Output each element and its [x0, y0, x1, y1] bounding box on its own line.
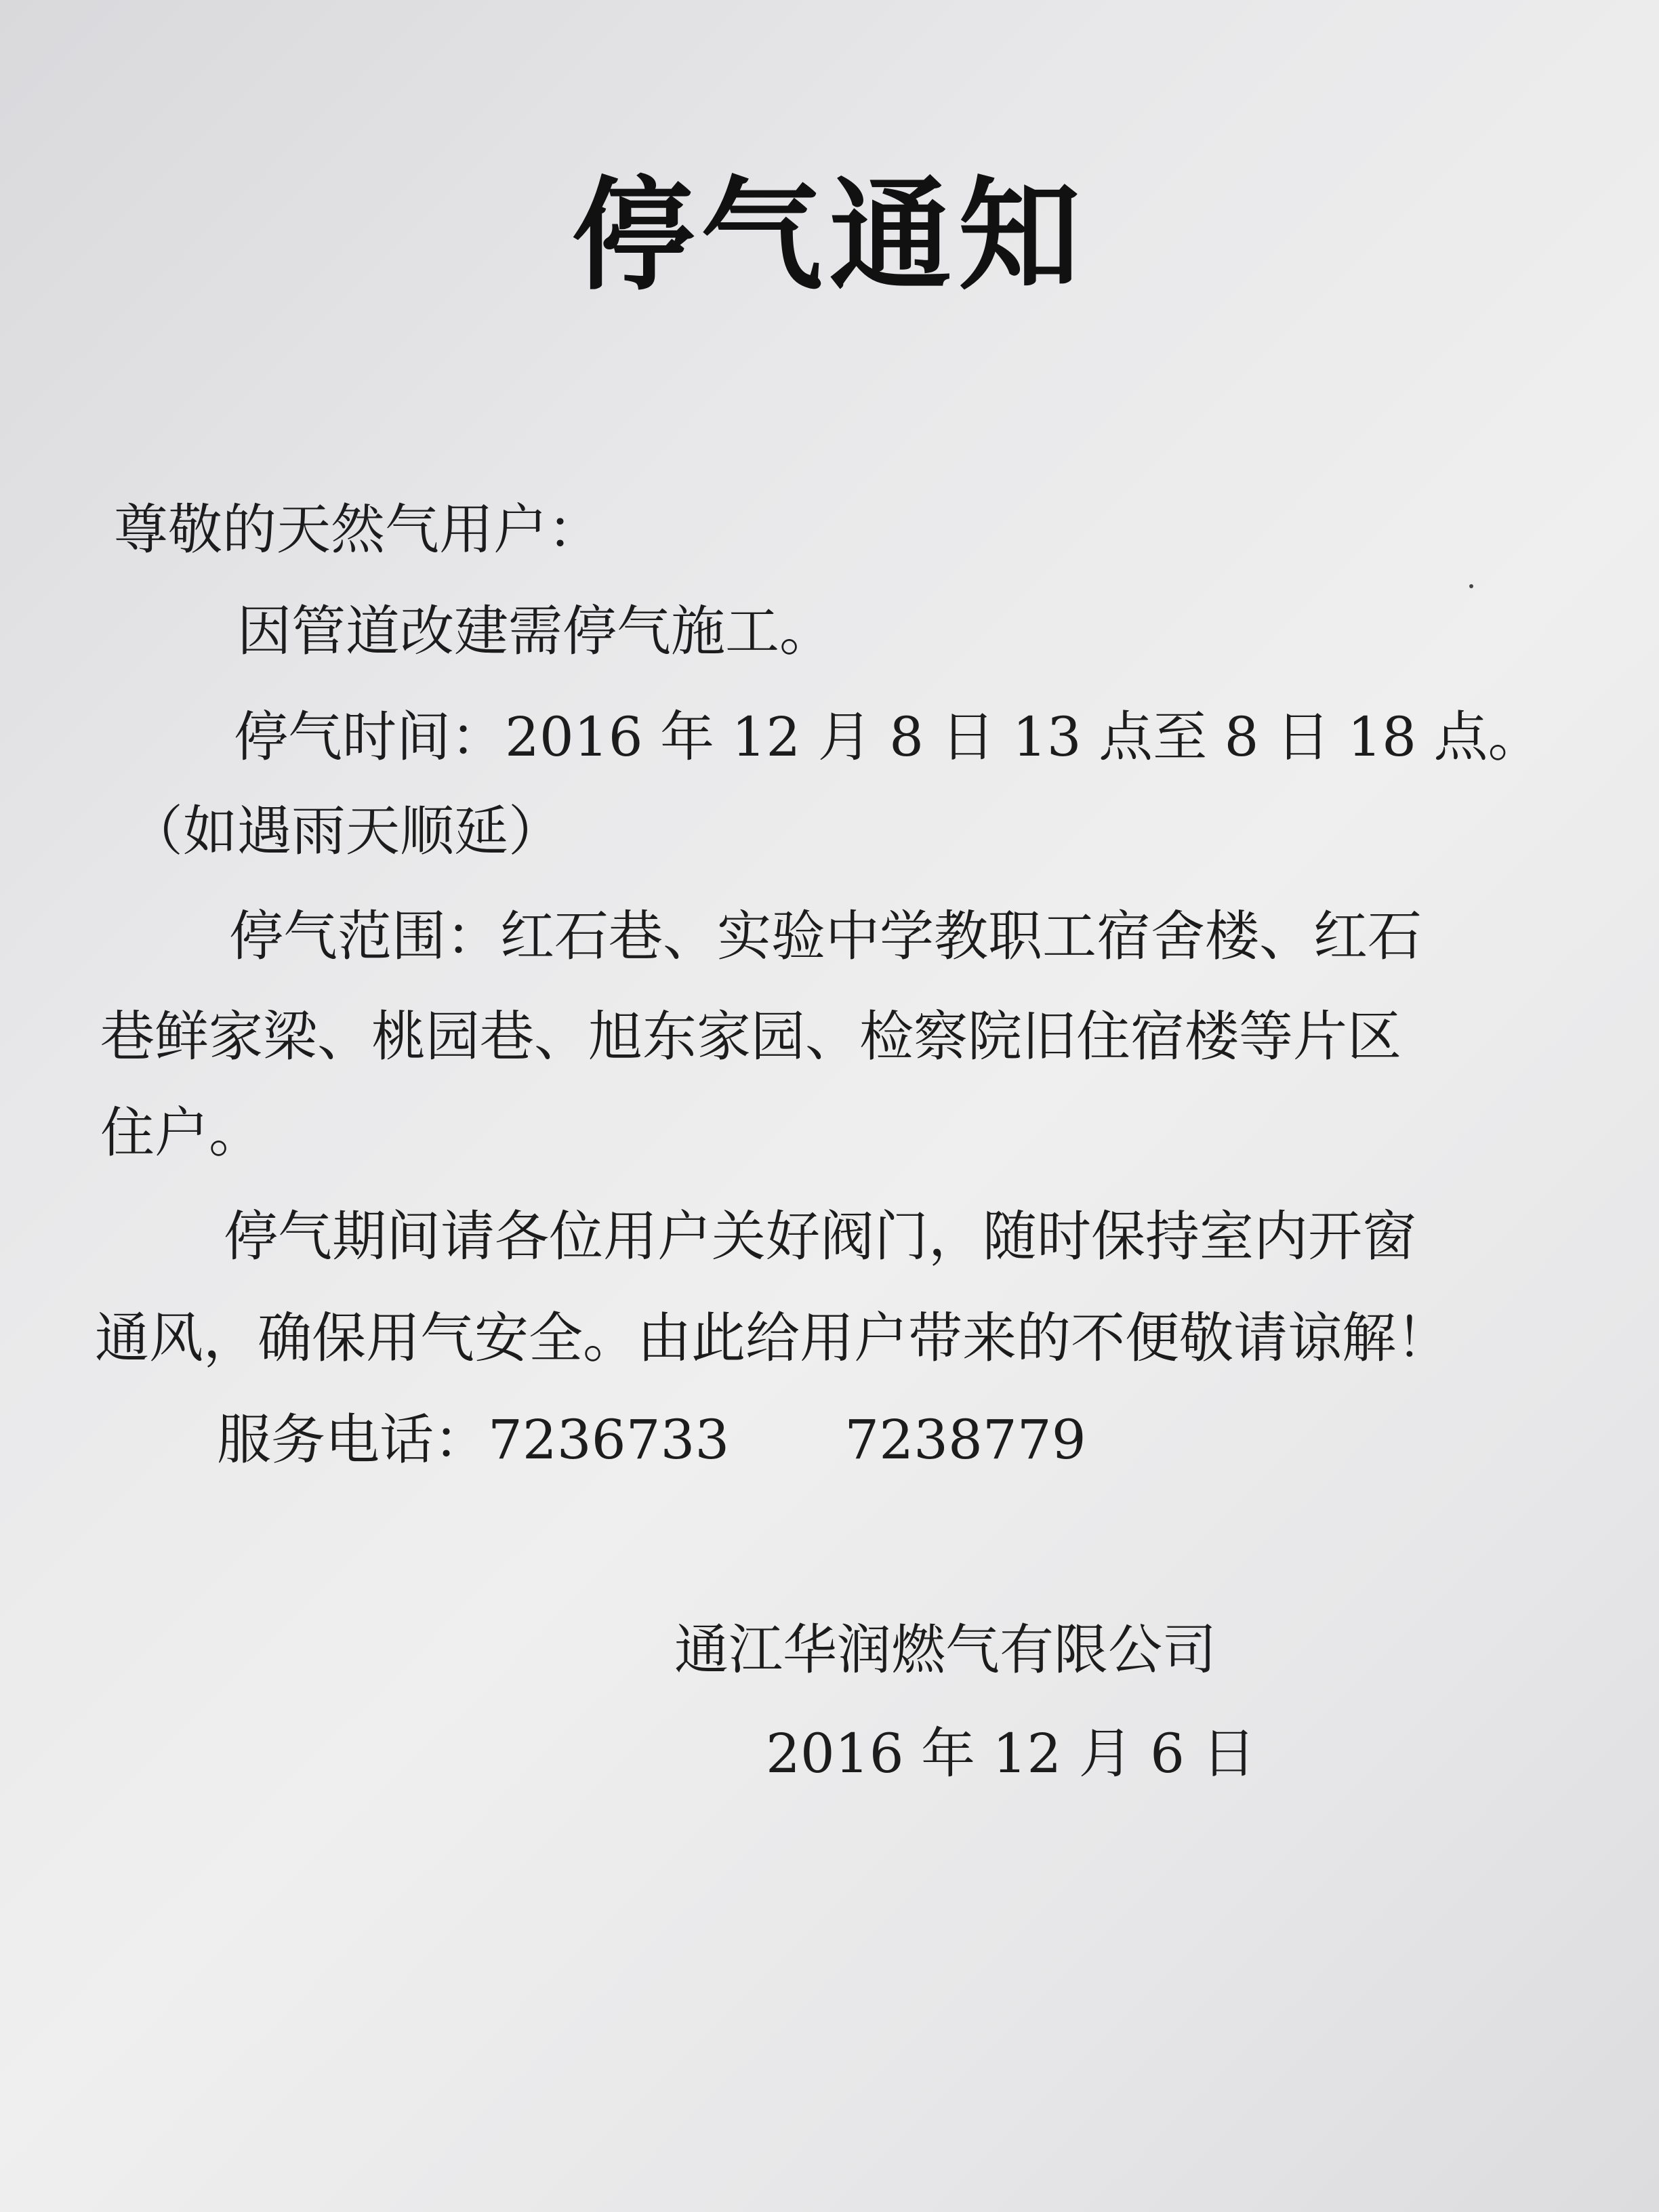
salutation: 尊敬的天然气用户：: [114, 498, 602, 561]
service-phone-secondary: 7238779: [844, 1408, 1086, 1471]
outage-scope-line-2: 巷鲜家梁、桃园巷、旭东家园、检察院旧住宿楼等片区: [100, 1005, 1401, 1068]
notice-date: 2016 年 12 月 6 日: [766, 1722, 1256, 1785]
service-phone: [217, 1408, 1086, 1471]
outage-time: 停气时间：2016 年 12 月 8 日 13 点至 8 日 18 点。: [234, 705, 1542, 769]
notice-title: 停气通知: [571, 165, 1087, 307]
company-name: 通江华润燃气有限公司: [674, 1618, 1216, 1681]
advice-line-1: 停气期间请各位用户关好阀门，随时保持室内开窗: [224, 1205, 1416, 1268]
outage-scope-line-1: 停气范围：红石巷、实验中学教职工宿舍楼、红石: [229, 905, 1422, 968]
outage-scope-line-3: 住户。: [100, 1101, 263, 1164]
paper-speck: [1469, 584, 1473, 588]
advice-line-2: 通风，确保用气安全。由此给用户带来的不便敬请谅解！: [95, 1307, 1450, 1370]
outage-time-note: （如遇雨天顺延）: [129, 800, 562, 863]
service-phone-primary: 服务电话：7236733: [217, 1408, 730, 1471]
reason-text: 因管道改建需停气施工。: [237, 600, 834, 663]
